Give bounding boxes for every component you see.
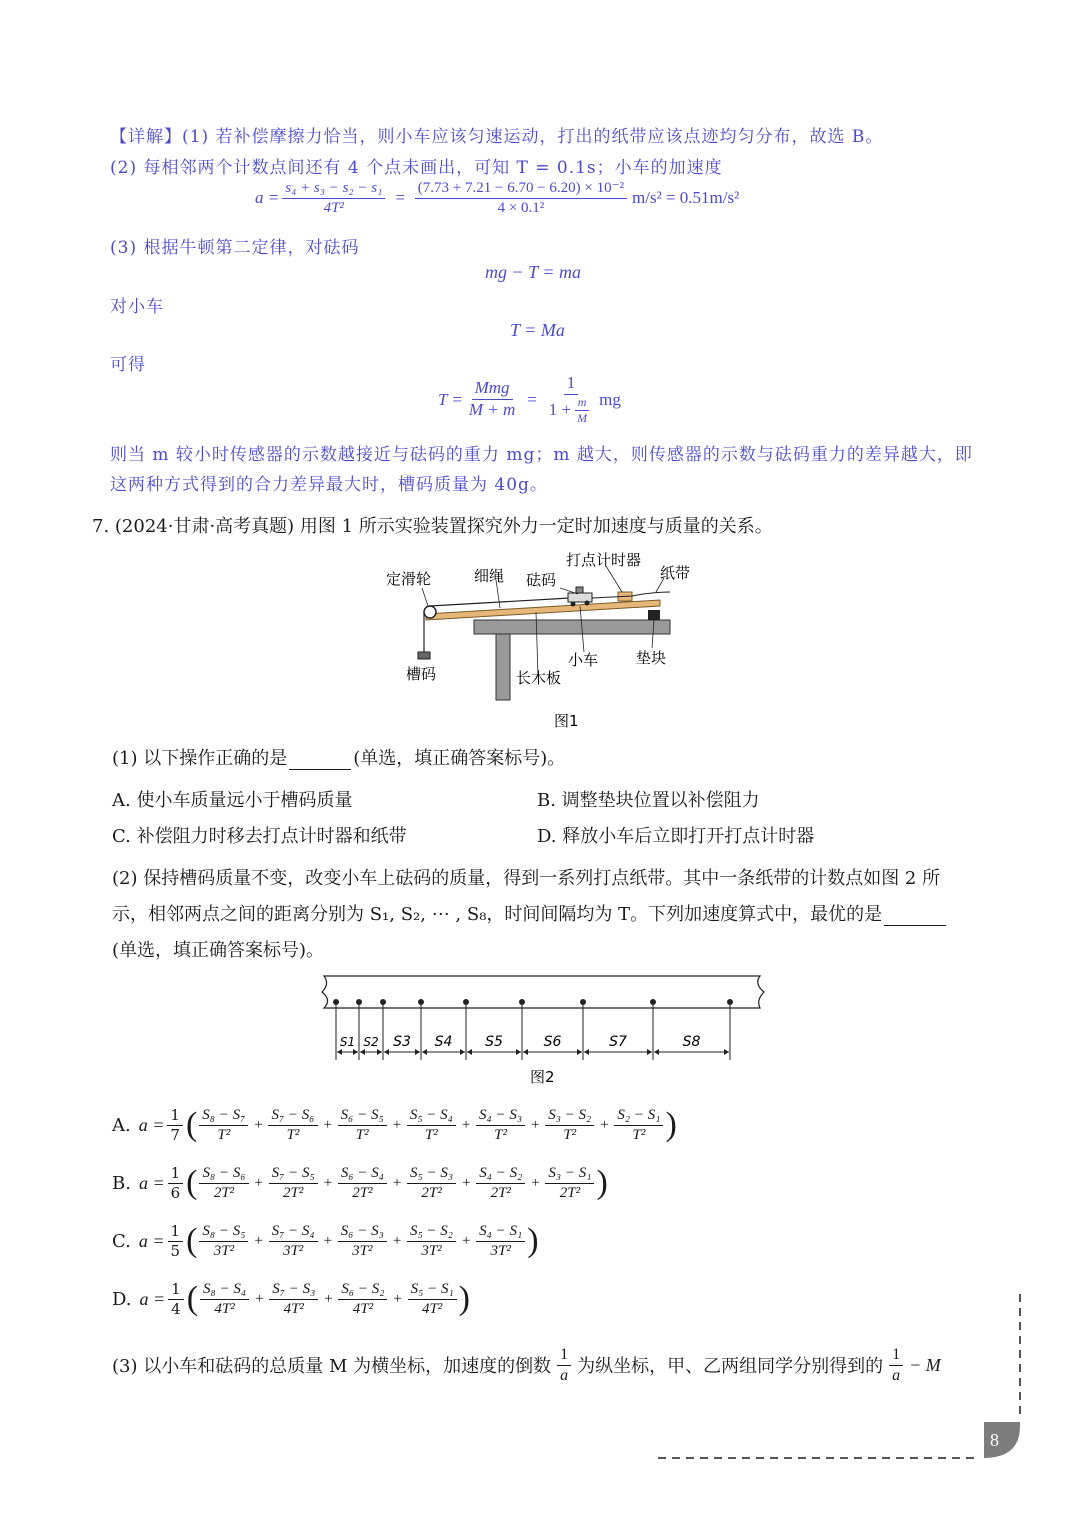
q1-prefix: (1) 以下操作正确的是 [112, 748, 288, 769]
long-board [426, 600, 660, 620]
label-board: 长木板 [516, 669, 562, 687]
term-den: T² [355, 1126, 369, 1143]
term-fraction [338, 1107, 387, 1143]
term-num: S₈ − S₅ [199, 1223, 248, 1242]
q1-option-d: D. 释放小车后立即打开打点计时器 [537, 826, 815, 847]
term-den: T² [494, 1126, 507, 1143]
equation-weight: mg − T = ma [485, 262, 581, 282]
right-paren: ) [527, 1222, 539, 1259]
option-lhs: a = [138, 1230, 165, 1251]
term-fraction [200, 1281, 249, 1317]
term-num: S₄ − S₁ [476, 1223, 525, 1242]
q1-suffix: (单选，填正确答案标号)。 [353, 748, 566, 769]
table-top [474, 620, 670, 634]
q3-end: − M [909, 1354, 941, 1375]
term-fraction [408, 1281, 457, 1317]
term-den: 2T² [352, 1184, 373, 1201]
term-num: S₆ − S₅ [338, 1107, 387, 1126]
term-den: T² [632, 1126, 646, 1143]
term-fraction [407, 1223, 456, 1259]
term-num: S₅ − S₁ [408, 1281, 457, 1300]
eq1-frac1 [282, 180, 385, 216]
plus-sign: + [391, 1116, 402, 1133]
figure-1-apparatus [370, 548, 700, 732]
question-title: 7. (2024·甘肃·高考真题) 用图 1 所示实验装置探究外力一定时加速度与质量的关系。 [92, 516, 773, 537]
coef-den: 7 [170, 1125, 180, 1144]
eq4-den2 [546, 395, 596, 425]
eq1-num2: (7.73 + 7.21 − 6.70 − 6.20) × 10⁻² [415, 180, 627, 199]
term-den: T² [286, 1126, 300, 1143]
label-rope: 细绳 [474, 567, 505, 585]
left-paren: ( [186, 1280, 199, 1317]
weight-shape [576, 587, 583, 593]
option-sum [187, 1280, 470, 1318]
eq4-inner-frac [574, 396, 590, 425]
option-lhs: a = [138, 1172, 165, 1193]
left-paren: ( [185, 1106, 198, 1143]
label-block: 垫块 [636, 649, 667, 667]
option-sum [186, 1222, 538, 1260]
term-den: 2T² [559, 1184, 581, 1201]
coef-num: 1 [168, 1281, 184, 1300]
solution-line-1: 【详解】(1) 若补偿摩擦力恰当，则小车应该匀速运动，打出的纸带应该点迹均匀分布，故选 B。 [110, 127, 884, 147]
term-fraction [476, 1223, 525, 1259]
term-den: 2T² [421, 1184, 442, 1201]
label-cart: 小车 [568, 651, 599, 669]
equation-cart: T = Ma [510, 320, 565, 340]
pulley-shape [424, 606, 436, 618]
q2-stem-line-3: (单选，填正确答案标号)。 [112, 940, 325, 961]
term-num: S₄ − S₃ [476, 1107, 525, 1126]
term-den: 4T² [352, 1300, 374, 1317]
solution-line-4: 对小车 [110, 297, 164, 317]
eq4-unit: mg [599, 389, 621, 409]
tape-segment-label: S4 [434, 1034, 453, 1050]
term-den: T² [563, 1126, 577, 1143]
term-fraction [545, 1107, 594, 1143]
term-fraction [476, 1107, 525, 1143]
label-weight: 砝码 [526, 571, 557, 589]
term-num: S₂ − S₁ [614, 1107, 663, 1126]
eq4-equals: = [526, 389, 538, 409]
plus-sign: + [392, 1290, 403, 1307]
q2-option-c [112, 1222, 539, 1260]
q2-option-a [112, 1106, 677, 1144]
term-fraction [338, 1281, 387, 1317]
tape-segment-label: S2 [363, 1035, 379, 1049]
term-num: S₇ − S₄ [269, 1223, 318, 1242]
term-num: S₇ − S₆ [268, 1107, 317, 1126]
q2-stem-line-2 [112, 900, 948, 926]
term-den: 3T² [352, 1242, 373, 1259]
solution-line-6: 则当 m 较小时传感器的示数越接近与砝码的重力 mg；m 越大，则传感器的示数与砝码重力的差异越大，即 [110, 445, 973, 465]
term-fraction [269, 1165, 318, 1201]
eq1-equals: = [394, 188, 406, 207]
plus-sign: + [461, 1174, 472, 1191]
tape-segment-label: S6 [543, 1034, 562, 1050]
solution-line-2: (2) 每相邻两个计数点间还有 4 个点未画出，可知 T = 0.1s；小车的加速度 [110, 158, 723, 178]
option-label: D. [112, 1288, 132, 1310]
eq1-num1: s₄ + s₃ − s₂ − s₁ [282, 180, 385, 199]
plus-sign: + [253, 1232, 264, 1249]
option-coefficient [168, 1223, 184, 1259]
label-hook-mass: 槽码 [406, 665, 437, 683]
term-fraction [268, 1107, 317, 1143]
term-num: S₇ − S₃ [269, 1281, 318, 1300]
term-den: 2T² [490, 1184, 511, 1201]
term-den: 4T² [421, 1300, 443, 1317]
option-label: B. [112, 1172, 131, 1194]
term-fraction [199, 1165, 248, 1201]
plus-sign: + [391, 1174, 403, 1191]
term-num: S₆ − S₃ [338, 1223, 387, 1242]
plus-sign: + [461, 1232, 472, 1249]
q3-middle: 为纵坐标，甲、乙两组同学分别得到的 [577, 1356, 884, 1378]
term-den: 2T² [213, 1184, 235, 1201]
term-num: S₅ − S₄ [407, 1107, 456, 1126]
right-paren: ) [596, 1164, 608, 1201]
plus-sign: + [530, 1174, 541, 1191]
q3-frac-1-num: 1 [557, 1346, 571, 1366]
term-fraction [545, 1165, 594, 1201]
eq4-den2-prefix: 1 + [548, 400, 572, 420]
coef-num: 1 [168, 1223, 184, 1242]
option-label: A. [112, 1114, 131, 1136]
term-den: 3T² [421, 1242, 442, 1259]
block-shape [648, 610, 660, 620]
plus-sign: + [322, 1116, 333, 1133]
term-num: S₈ − S₄ [200, 1281, 249, 1300]
term-fraction [614, 1107, 663, 1143]
tape-segment-label: S3 [393, 1034, 411, 1050]
term-num: S₄ − S₂ [476, 1165, 525, 1184]
label-timer: 打点计时器 [566, 551, 642, 569]
tape-segment-label: S5 [485, 1034, 503, 1050]
q1-stem [112, 744, 565, 770]
term-fraction [199, 1223, 248, 1259]
term-den: T² [217, 1126, 231, 1143]
term-den: 2T² [283, 1184, 304, 1201]
eq1-frac2 [415, 180, 627, 216]
term-fraction [199, 1107, 248, 1143]
term-fraction [407, 1107, 456, 1143]
tape-segment-label: S8 [682, 1034, 701, 1050]
q3-frac-2-num: 1 [889, 1346, 903, 1366]
option-sum [186, 1164, 608, 1202]
term-fraction [269, 1223, 318, 1259]
label-pulley: 定滑轮 [386, 570, 432, 588]
tape-segment-label: S7 [609, 1034, 627, 1050]
eq4-num2: 1 [564, 374, 579, 395]
coef-den: 6 [170, 1183, 181, 1202]
q1-answer-blank[interactable] [289, 751, 351, 770]
term-den: T² [424, 1126, 438, 1143]
term-num: S₅ − S₃ [407, 1165, 456, 1184]
option-coefficient [168, 1165, 184, 1201]
plus-sign: + [391, 1232, 402, 1249]
option-lhs: a = [139, 1288, 166, 1309]
eq4-frac1 [466, 379, 518, 419]
figure-2-caption: 图2 [530, 1068, 555, 1086]
coef-num: 1 [168, 1165, 184, 1184]
q2-stem-line-1: (2) 保持槽码质量不变，改变小车上砝码的质量，得到一系列打点纸带。其中一条纸带的计数点如图 2 所 [112, 868, 941, 889]
coef-num: 1 [167, 1107, 183, 1126]
q3-frac-1 [557, 1346, 571, 1384]
left-paren: ( [186, 1164, 198, 1201]
figure-2-tape [312, 970, 772, 1088]
term-fraction [407, 1165, 456, 1201]
plus-sign: + [530, 1116, 541, 1133]
q1-option-c: C. 补偿阻力时移去打点计时器和纸带 [112, 826, 407, 847]
q3-frac-2-den: a [892, 1366, 901, 1384]
right-paren: ) [665, 1106, 677, 1143]
option-lhs: a = [138, 1114, 165, 1135]
term-num: S₆ − S₄ [338, 1165, 387, 1184]
coef-den: 5 [170, 1241, 181, 1260]
equation-tension [438, 374, 621, 425]
term-num: S₈ − S₆ [199, 1165, 248, 1184]
q2-answer-blank[interactable] [884, 907, 946, 926]
rope-line [430, 598, 570, 606]
term-num: S₃ − S₁ [545, 1165, 594, 1184]
term-num: S₈ − S₇ [199, 1107, 248, 1126]
eq4-inner-den: M [577, 410, 588, 425]
eq1-den2: 4 × 0.1² [497, 199, 545, 216]
q1-option-a: A. 使小车质量远小于槽码质量 [112, 790, 353, 811]
q2-line2-text: 示，相邻两点之间的距离分别为 S₁, S₂, ⋯ , S₈，时间间隔均为 T。下列加速度算式中，最优的是 [112, 904, 883, 925]
plus-sign: + [254, 1290, 265, 1307]
plus-sign: + [253, 1174, 264, 1191]
q1-option-b: B. 调整垫块位置以补偿阻力 [537, 790, 760, 811]
label-tape: 纸带 [660, 564, 691, 582]
table-leg [496, 634, 510, 700]
term-num: S₇ − S₅ [269, 1165, 318, 1184]
right-paren: ) [458, 1280, 470, 1317]
eq4-inner-num: m [575, 396, 590, 411]
option-coefficient [167, 1107, 183, 1143]
page-number: 8 [990, 1430, 999, 1450]
option-label: C. [112, 1230, 131, 1252]
term-num: S₅ − S₂ [407, 1223, 456, 1242]
eq4-lhs: T = [438, 389, 463, 409]
term-num: S₆ − S₂ [338, 1281, 387, 1300]
tape-segment-label: S1 [339, 1035, 356, 1049]
q3-prefix: (3) 以小车和砝码的总质量 M 为横坐标，加速度的倒数 [112, 1356, 552, 1378]
plus-sign: + [322, 1232, 333, 1249]
term-fraction [338, 1165, 387, 1201]
term-fraction [269, 1281, 318, 1317]
plus-sign: + [599, 1116, 610, 1133]
eq1-den1: 4T² [323, 199, 344, 216]
option-sum [186, 1106, 677, 1144]
plus-sign: + [460, 1116, 472, 1133]
term-den: 3T² [282, 1242, 304, 1259]
plus-sign: + [323, 1290, 334, 1307]
eq4-frac2 [546, 374, 596, 425]
term-den: 3T² [213, 1242, 235, 1259]
tape-strip [322, 976, 764, 1008]
term-den: 3T² [490, 1242, 511, 1259]
page-corner-decoration [650, 1290, 1030, 1470]
term-num: S₃ − S₂ [545, 1107, 594, 1126]
term-den: 4T² [283, 1300, 304, 1317]
solution-line-3: (3) 根据牛顿第二定律，对砝码 [110, 238, 360, 258]
plus-sign: + [322, 1174, 333, 1191]
figure-1-caption: 图1 [554, 712, 579, 730]
solution-line-7: 这两种方式得到的合力差异最大时，槽码质量为 40g。 [110, 475, 548, 495]
q2-option-b [112, 1164, 608, 1202]
coef-den: 4 [171, 1299, 181, 1318]
solution-line-5: 可得 [110, 355, 146, 375]
hook-mass-shape [418, 652, 430, 659]
eq4-num1: Mmg [472, 379, 513, 400]
term-fraction [338, 1223, 387, 1259]
q2-option-d [112, 1280, 470, 1318]
equation-acceleration [255, 180, 739, 216]
left-paren: ( [186, 1222, 198, 1259]
cart-shape [568, 593, 592, 602]
eq1-rhs: m/s² = 0.51m/s² [632, 188, 740, 207]
plus-sign: + [253, 1116, 264, 1133]
eq4-den1: M + m [468, 400, 516, 420]
term-den: 4T² [214, 1300, 235, 1317]
q3-frac-1-den: a [560, 1366, 569, 1384]
eq1-lhs: a = [255, 188, 280, 207]
option-coefficient [168, 1281, 184, 1317]
term-fraction [476, 1165, 525, 1201]
